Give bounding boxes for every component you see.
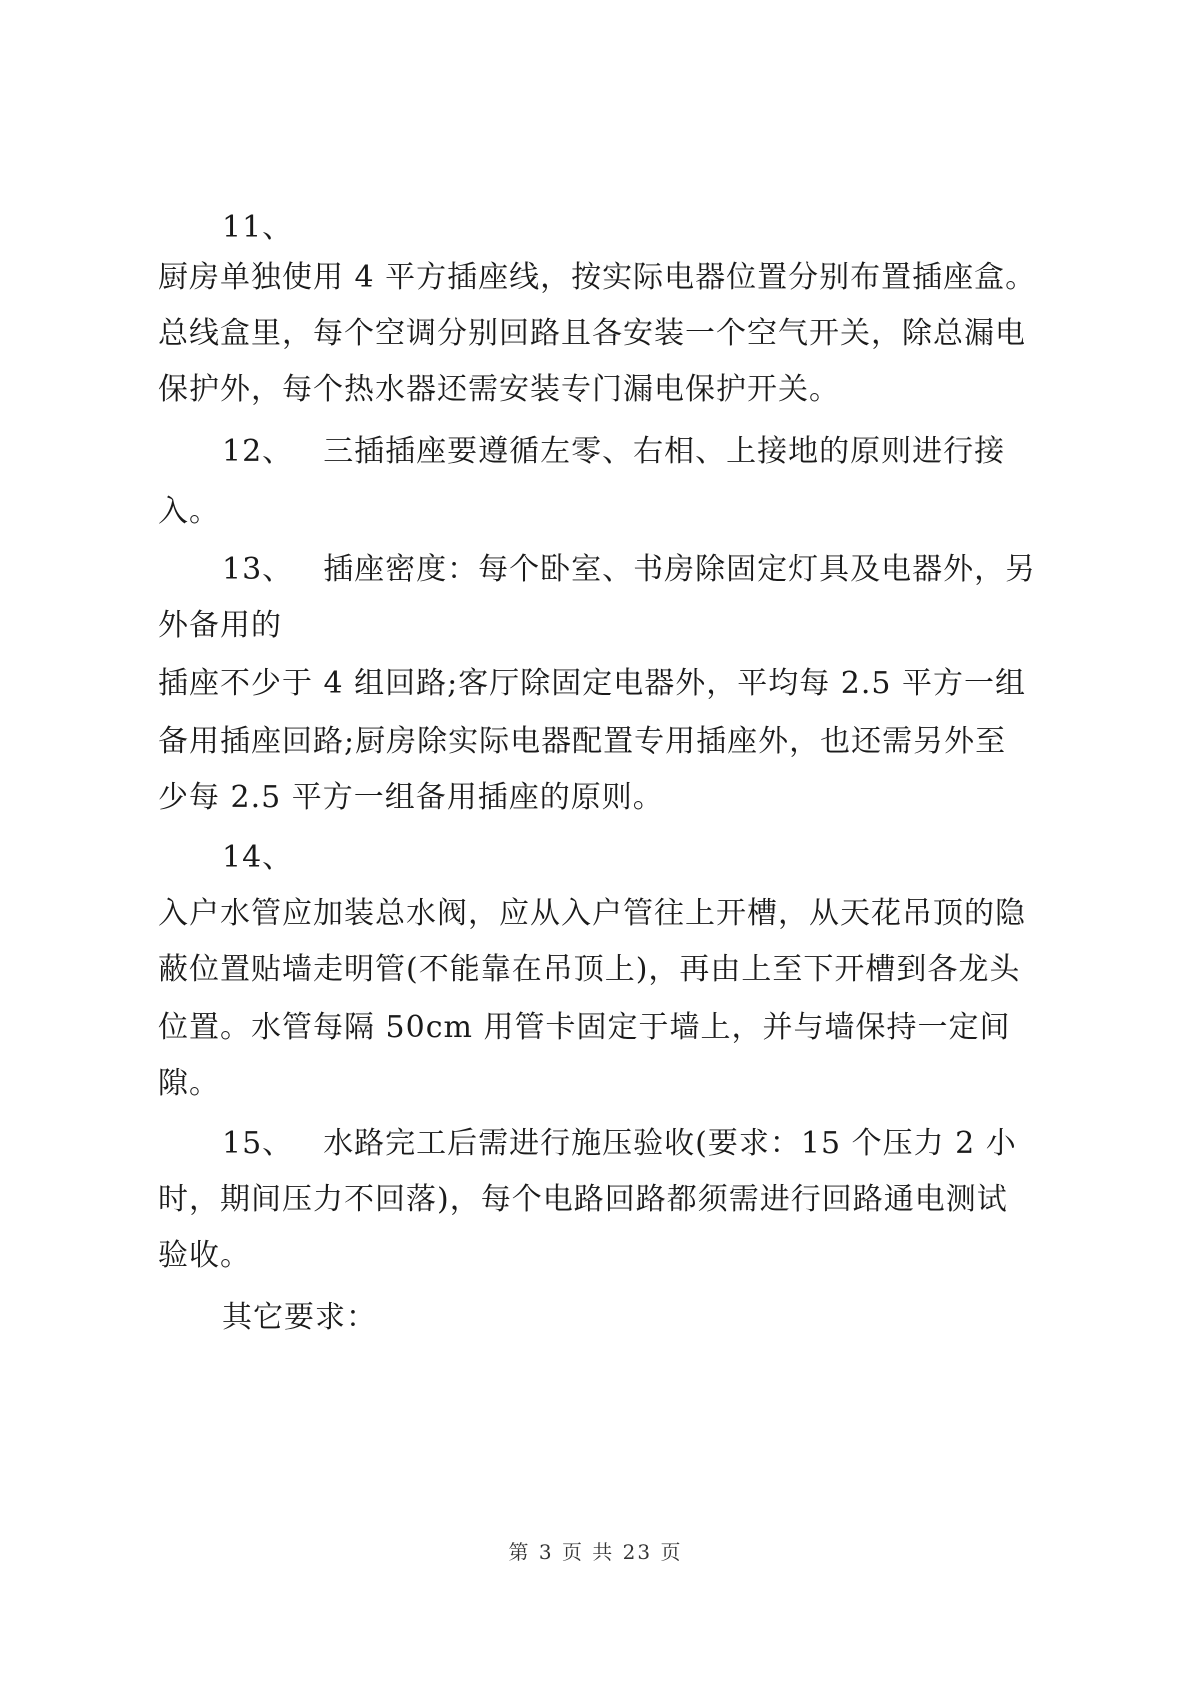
paragraph-line: 外备用的 [158, 608, 282, 643]
page-footer: 第 3 页 共 23 页 [508, 1540, 683, 1564]
item-15-line [222, 1124, 1017, 1164]
item-15-text: 水路完工后需进行施压验收(要求：15 个压力 2 小 [323, 1126, 1017, 1161]
item-12-line [222, 432, 1005, 472]
paragraph-line: 插座不少于 4 组回路;客厅除固定电器外，平均每 2.5 平方一组 [158, 666, 1027, 701]
paragraph-line: 蔽位置贴墙走明管(不能靠在吊顶上)，再由上至下开槽到各龙头 [158, 952, 1021, 987]
item-13-line [222, 550, 1036, 590]
paragraph-line: 备用插座回路;厨房除实际电器配置专用插座外，也还需另外至 [158, 724, 1007, 759]
paragraph-line: 入。 [158, 494, 220, 529]
paragraph-line: 时，期间压力不回落)，每个电路回路都须需进行回路通电测试 [158, 1182, 1008, 1217]
paragraph-line: 保护外，每个热水器还需安装专门漏电保护开关。 [158, 372, 840, 407]
item-15-number: 15、 [222, 1126, 294, 1161]
paragraph-line: 位置。水管每隔 50cm 用管卡固定于墙上，并与墙保持一定间 [158, 1010, 1011, 1045]
item-13-text: 插座密度：每个卧室、书房除固定灯具及电器外，另 [323, 552, 1037, 587]
item-12-number: 12、 [222, 434, 294, 469]
paragraph-line: 入户水管应加装总水阀，应从入户管往上开槽，从天花吊顶的隐 [158, 896, 1026, 931]
paragraph-line: 隙。 [158, 1066, 220, 1101]
paragraph-line: 总线盒里，每个空调分别回路且各安装一个空气开关，除总漏电 [158, 316, 1026, 351]
other-requirements-heading: 其它要求： [222, 1300, 377, 1335]
paragraph-line: 验收。 [158, 1238, 251, 1273]
item-14-number: 14、 [222, 840, 294, 875]
paragraph-line: 少每 2.5 平方一组备用插座的原则。 [158, 780, 664, 815]
item-11-number: 11、 [222, 210, 294, 245]
item-12-text: 三插插座要遵循左零、右相、上接地的原则进行接 [323, 434, 1006, 469]
item-13-number: 13、 [222, 552, 294, 587]
paragraph-line: 厨房单独使用 4 平方插座线，按实际电器位置分别布置插座盒。 [158, 260, 1037, 295]
